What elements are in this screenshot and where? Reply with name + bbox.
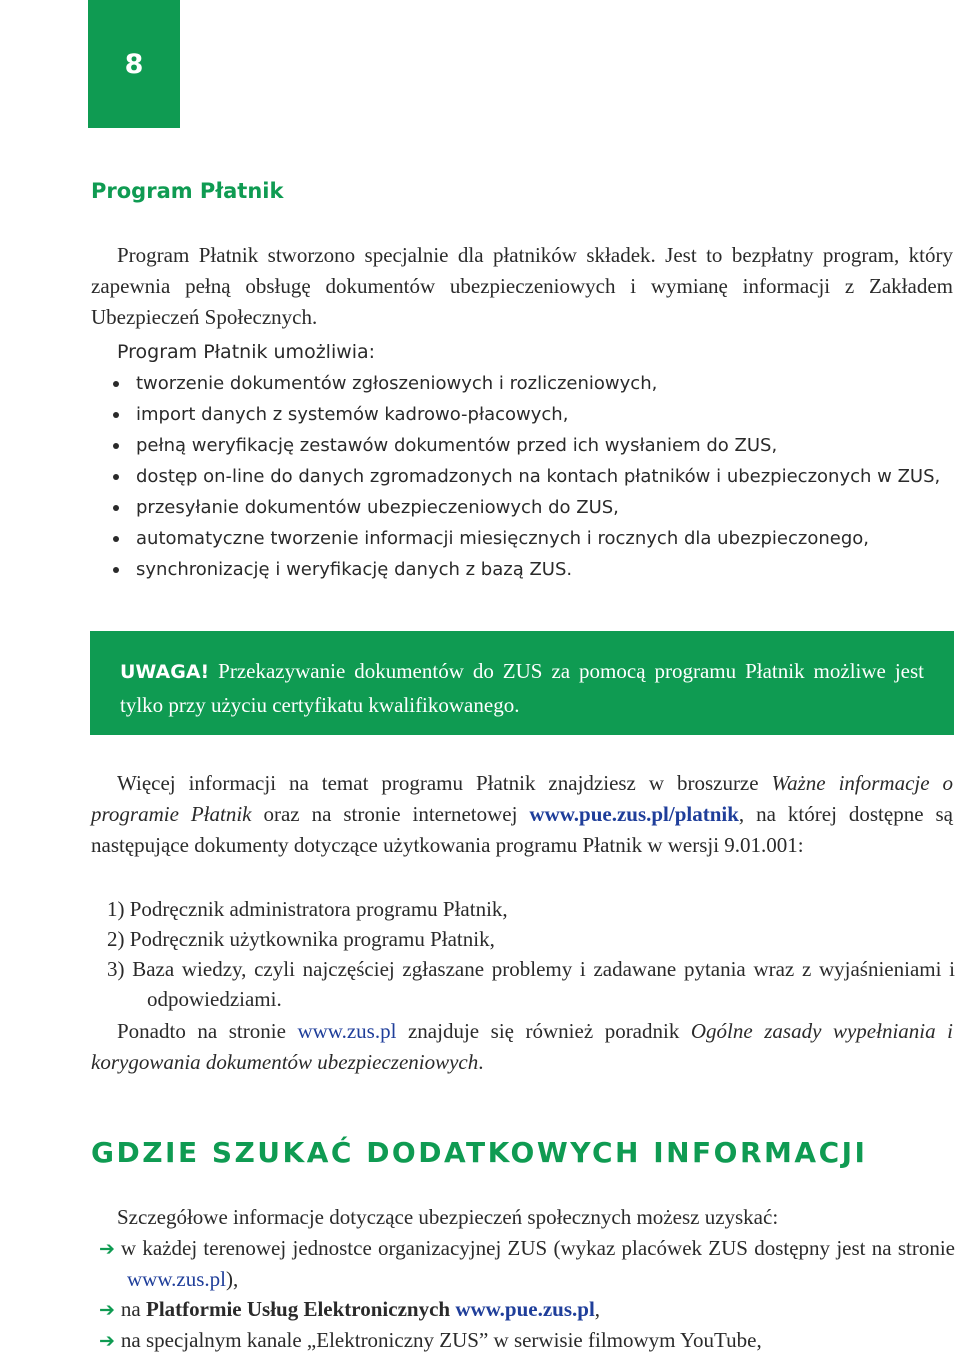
page-number-badge [88,0,180,128]
list-item: tworzenie dokumentów zgłoszeniowych i rozliczeniowych, [109,368,955,399]
documents-list [107,894,955,1014]
pue-link[interactable]: www.pue.zus.pl [455,1297,595,1321]
list-item: ➔ na specjalnym kanale „Elektroniczny ZUS” w serwisie filmowym YouTube, [99,1328,762,1352]
arrow-right-icon: ➔ [99,1299,115,1321]
more-info-heading: GDZIE SZUKAĆ DODATKOWYCH INFORMACJI [91,1136,868,1169]
bullet-icon [113,443,119,449]
guide-paragraph: Ponadto na stronie www.zus.pl znajduje się również poradnik Ogólne zasady wypełniania i korygowania dokumentów ubezpieczeniowych. [91,1019,953,1074]
pue-name: Platformie Usług Elektronicznych [146,1297,451,1321]
section-title: Program Płatnik [91,179,284,203]
enables-label: Program Płatnik umożliwia: [117,341,376,363]
notice-box [90,631,954,735]
brochure-title: Ważne informacje o programie Płatnik [91,771,954,826]
list-item: 2) Podręcznik użytkownika programu Płatnik, [107,927,495,951]
guide-title: Ogólne zasady wypełniania i korygowania dokumentów ubezpieczeniowych [91,1019,953,1074]
list-item: 3) Baza wiedzy, czyli najczęściej zgłaszane problemy i zadawane pytania wraz z wyjaśnieniami i odpowiedziami. [107,957,955,1011]
list-item: pełną weryfikację zestawów dokumentów przed ich wysłaniem do ZUS, [109,430,955,461]
zus-link[interactable]: www.zus.pl [297,1019,397,1043]
bullet-icon [113,474,119,480]
intro-paragraph: Program Płatnik stworzono specjalnie dla płatników składek. Jest to bezpłatny program, który zapewnia pełną obsługę dokumentów ubezpieczeniowych i wymianę informacji z Zakładem Ubezpieczeń Społecznych. [91,243,953,329]
sources-list [91,1233,955,1356]
bullet-icon [113,381,119,387]
bullet-icon [113,505,119,511]
where-intro: Szczegółowe informacje dotyczące ubezpieczeń społecznych możesz uzyskać: [117,1205,779,1229]
bullet-icon [113,536,119,542]
list-item: ➔ na Platformie Usług Elektronicznych www.pue.zus.pl, [99,1297,601,1321]
bullet-icon [113,412,119,418]
bullet-icon [113,567,119,573]
page-number: 8 [124,48,144,80]
feature-list [109,368,955,585]
more-info-paragraph: Więcej informacji na temat programu Płatnik znajdziesz w broszurze Ważne informacje o programie Płatnik oraz na stronie internetowej www.pue.zus.pl/platnik, na której dostępne są następujące dokumenty dotyczące użytkowania programu Płatnik w wersji 9.01.001: [91,771,954,857]
list-item: automatyczne tworzenie informacji miesięcznych i rocznych dla ubezpieczonego, [109,523,955,554]
list-item: synchronizację i weryfikację danych z bazą ZUS. [109,554,955,585]
platnik-link[interactable]: www.pue.zus.pl/platnik [529,802,739,826]
list-item: 1) Podręcznik administratora programu Płatnik, [107,897,508,921]
zus-link[interactable]: www.zus.pl [127,1267,226,1291]
list-item: dostęp on-line do danych zgromadzonych na kontach płatników i ubezpieczonych w ZUS, [109,461,955,492]
notice-text: Przekazywanie dokumentów do ZUS za pomocą programu Płatnik możliwe jest tylko przy użyciu certyfikatu kwalifikowanego. [120,659,924,717]
list-item: import danych z systemów kadrowo-płacowych, [109,399,955,430]
arrow-right-icon: ➔ [99,1238,115,1260]
notice-label: UWAGA! [120,661,210,683]
arrow-right-icon: ➔ [99,1330,115,1352]
list-item: ➔ w każdej terenowej jednostce organizacyjnej ZUS (wykaz placówek ZUS dostępny jest na stronie www.zus.pl), [99,1236,955,1291]
list-item: przesyłanie dokumentów ubezpieczeniowych do ZUS, [109,492,955,523]
